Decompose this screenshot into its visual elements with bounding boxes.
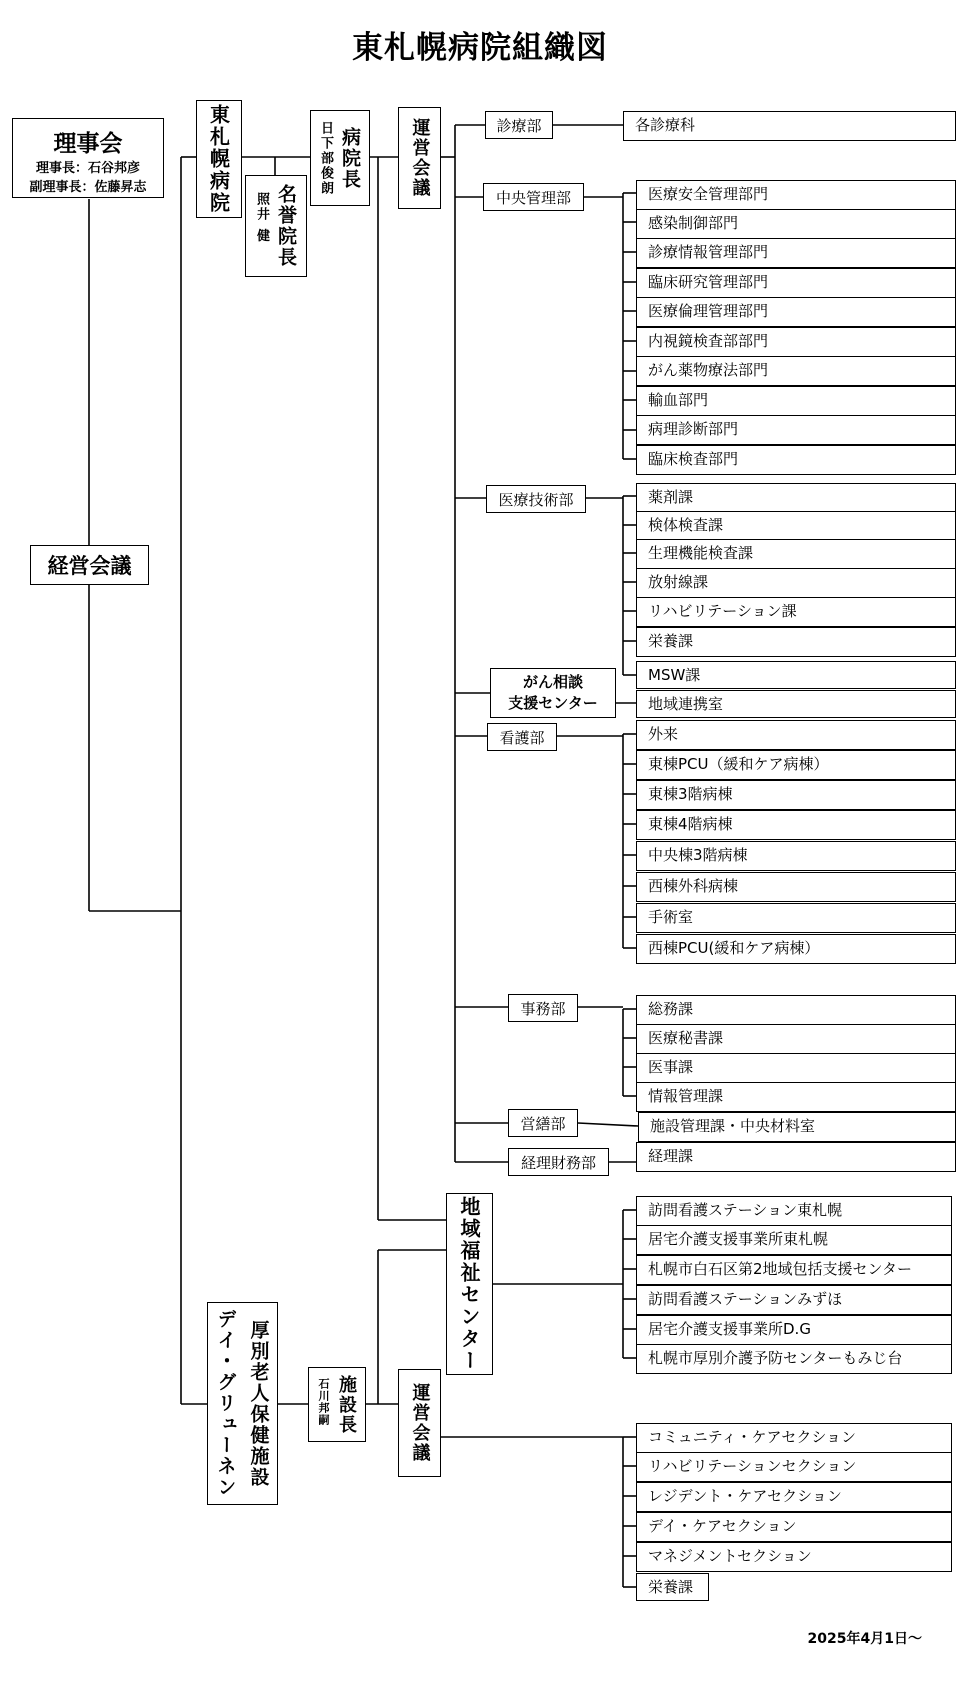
dept-gan-soudan-line2: 支援センター (508, 694, 598, 712)
dept-keiri-zaimu (508, 1148, 609, 1176)
board-vice-chair: 副理事長：佐藤昇志 (29, 180, 147, 195)
dept-eizen (508, 1109, 578, 1137)
dept-chuo-kanri (483, 183, 584, 211)
unit-rehabilitation: リハビリテーション課 (636, 597, 956, 627)
dept-gan-soudan (490, 668, 616, 718)
unit-community-care: コミュニティ・ケアセクション (636, 1423, 952, 1453)
dept-iryo-gijutsu (486, 485, 586, 513)
dept-eizen-label: 営繕部 (520, 1114, 566, 1133)
unit-gairai: 外来 (636, 720, 956, 750)
unit-seiri-kino: 生理機能検査課 (636, 539, 956, 569)
dept-chuo-kanri-label: 中央管理部 (495, 188, 571, 207)
welfare-center-box (446, 1193, 493, 1375)
unit-higashi-pcu: 東棟PCU（緩和ケア病棟） (636, 750, 956, 780)
unit-gan-yakubutsu: がん薬物療法部門 (636, 356, 956, 386)
unit-yakuzai: 薬剤課 (636, 483, 956, 513)
facility-meeting-box (398, 1369, 441, 1477)
unit-rinsho-kensa: 臨床検査部門 (636, 445, 956, 475)
dept-gan-soudan-line1: がん相談 (522, 673, 583, 691)
unit-naishikyo: 内視鏡検査部部門 (636, 327, 956, 357)
unit-shiroishi-houkatsu: 札幌市白石区第2地域包括支援センター (636, 1255, 952, 1285)
unit-keiri: 経理課 (636, 1142, 956, 1172)
facility-director-name: 石川邦嗣 (317, 1378, 330, 1426)
unit-hoshasen: 放射線課 (636, 568, 956, 598)
unit-facility-eiyo: 栄養課 (636, 1573, 709, 1601)
dept-keiri-zaimu-label: 経理財務部 (520, 1153, 596, 1172)
unit-msw: MSW課 (636, 661, 956, 689)
elderly-facility-col1: デイ・グリューネン (214, 1309, 237, 1498)
facility-meeting-label: 運営会議 (409, 1383, 431, 1463)
facility-director-title: 施設長 (336, 1374, 357, 1435)
hospital-meeting-label: 運営会議 (409, 118, 431, 198)
unit-shisetsu-kanri: 施設管理課・中央材料室 (638, 1112, 956, 1142)
dept-shinryo (485, 111, 553, 139)
unit-byori-shindan: 病理診断部門 (636, 415, 956, 445)
unit-houmon-higashi: 訪問看護ステーション東札幌 (636, 1196, 952, 1226)
unit-nishi-pcu: 西棟PCU(緩和ケア病棟） (636, 934, 956, 964)
dept-jimu-label: 事務部 (520, 999, 566, 1018)
board-box (12, 118, 164, 198)
dept-jimu (508, 994, 578, 1022)
unit-shinryo-joho: 診療情報管理部門 (636, 238, 956, 268)
unit-shujutsu: 手術室 (636, 903, 956, 933)
dept-kango (487, 723, 557, 751)
honorary-director-title: 名誉院長 (275, 184, 297, 268)
unit-somu: 総務課 (636, 995, 956, 1025)
unit-higashi-4f: 東棟4階病棟 (636, 810, 956, 840)
unit-momijidai: 札幌市厚別介護予防センターもみじ台 (636, 1344, 952, 1374)
unit-chiiki-renkei: 地域連携室 (636, 690, 956, 718)
unit-iryo-anzen: 医療安全管理部門 (636, 180, 956, 210)
unit-management: マネジメントセクション (636, 1542, 952, 1572)
unit-chuo-3f: 中央棟3階病棟 (636, 841, 956, 871)
unit-resident-care: レジデント・ケアセクション (636, 1482, 952, 1512)
elderly-facility-col2: 厚別老人保健施設 (247, 1319, 270, 1488)
unit-eiyo: 栄養課 (636, 627, 956, 657)
dept-iryo-gijutsu-label: 医療技術部 (498, 490, 574, 509)
page-title: 東札幌病院組織図 (352, 30, 608, 66)
unit-rehab-section: リハビリテーションセクション (636, 1452, 952, 1482)
board-name: 理事会 (53, 131, 123, 157)
director-title: 病院長 (339, 126, 361, 190)
effective-date: 2025年4月1日～ (807, 1631, 922, 1647)
welfare-center-name: 地域福祉センター (457, 1196, 481, 1372)
hospital-meeting-box (398, 107, 441, 209)
unit-iryo-hisho: 医療秘書課 (636, 1024, 956, 1054)
elderly-facility-box (207, 1302, 278, 1505)
unit-joho-kanri: 情報管理課 (636, 1082, 956, 1112)
dept-shinryo-label: 診療部 (496, 116, 542, 135)
management-meeting-box (30, 545, 149, 585)
unit-rinsho-kenkyu: 臨床研究管理部門 (636, 268, 956, 298)
management-meeting-label: 経営会議 (47, 554, 132, 578)
unit-iryo-rinri: 医療倫理管理部門 (636, 297, 956, 327)
hospital-box (196, 100, 242, 218)
director-name: 日下部俊朗 (318, 120, 333, 196)
unit-kyotaku-higashi: 居宅介護支援事業所東札幌 (636, 1225, 952, 1255)
unit-day-care: デイ・ケアセクション (636, 1512, 952, 1542)
unit-kaku-shinryoka: 各診療科 (623, 111, 956, 141)
unit-higashi-3f: 東棟3階病棟 (636, 780, 956, 810)
honorary-director-name: 照井 健 (254, 192, 269, 244)
director-box (310, 110, 370, 206)
unit-iji: 医事課 (636, 1053, 956, 1083)
unit-kyotaku-dg: 居宅介護支援事業所D.G (636, 1315, 952, 1345)
facility-director-box (308, 1367, 366, 1442)
dept-kango-label: 看護部 (499, 728, 545, 747)
honorary-director-box (245, 175, 307, 277)
unit-kansen-seigyo: 感染制御部門 (636, 209, 956, 239)
unit-houmon-mizuho: 訪問看護ステーションみずほ (636, 1285, 952, 1315)
board-chair: 理事長：石谷邦彦 (35, 161, 140, 176)
hospital-name: 東札幌病院 (206, 104, 231, 214)
unit-nishi-geka: 西棟外科病棟 (636, 872, 956, 902)
unit-yuketsu: 輸血部門 (636, 386, 956, 416)
unit-kentai-kensa: 検体検査課 (636, 511, 956, 541)
